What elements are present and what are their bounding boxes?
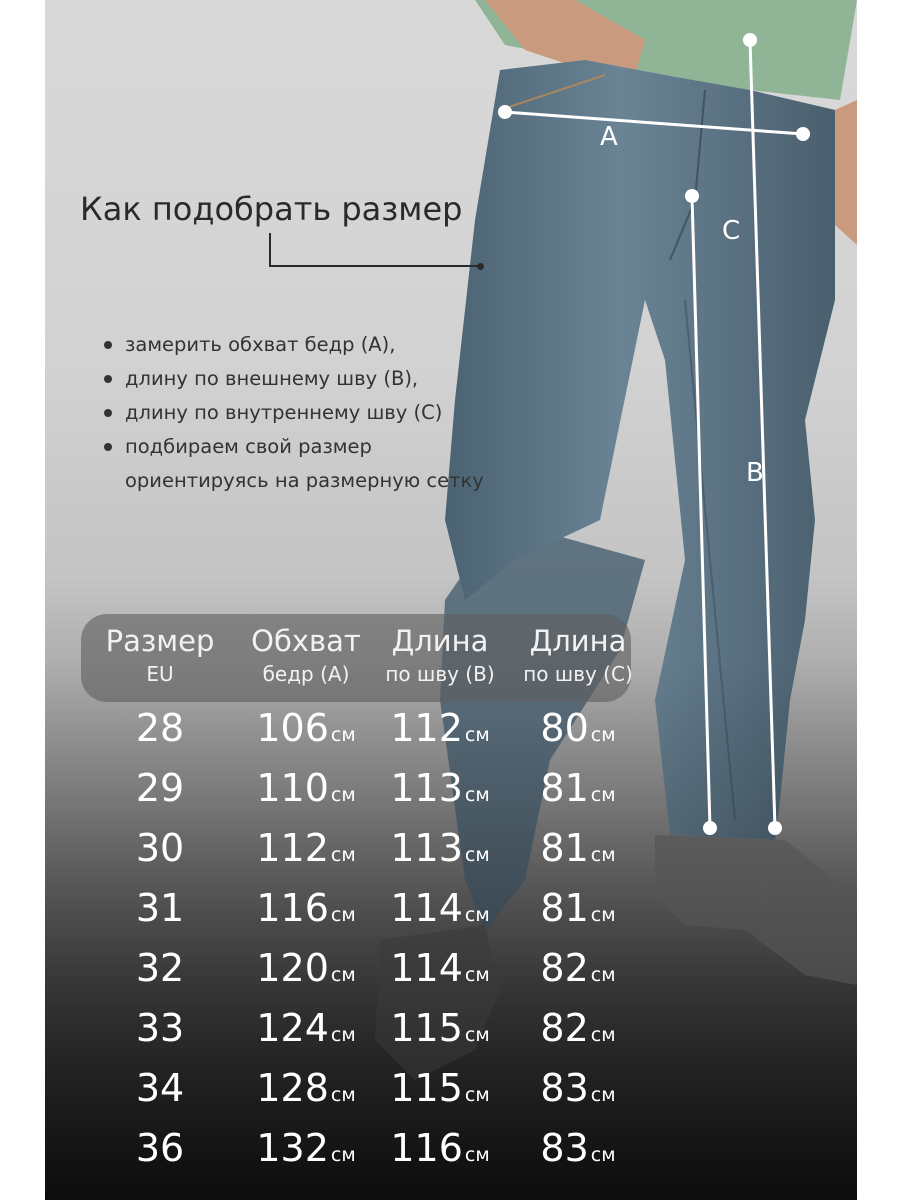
cell-size-value: 31 (135, 886, 185, 930)
cell-outer-value: 113 (390, 766, 463, 810)
table-row (81, 820, 649, 880)
unit-label: см (464, 724, 490, 746)
cell-inner (507, 820, 649, 880)
unit-label: см (590, 1024, 616, 1046)
unit-label: см (464, 964, 490, 986)
cell-hip-value: 124 (256, 1006, 329, 1050)
cell-outer (373, 1000, 507, 1060)
cell-inner (507, 760, 649, 820)
cell-size (81, 820, 239, 880)
cell-hip (239, 700, 373, 760)
unit-label: см (590, 724, 616, 746)
header-outer-title: Длина (391, 624, 489, 658)
cell-outer-value: 113 (390, 826, 463, 870)
instruction-item (103, 430, 484, 498)
cell-inner-value: 80 (540, 706, 589, 750)
cell-size (81, 1000, 239, 1060)
measure-label-c: C (722, 216, 741, 246)
unit-label: см (330, 964, 356, 986)
header-hip-title: Обхват (251, 624, 361, 658)
cell-inner (507, 1120, 649, 1180)
cell-hip-value: 120 (256, 946, 329, 990)
unit-label: см (330, 844, 356, 866)
cell-outer-value: 115 (390, 1066, 463, 1110)
cell-size-value: 33 (135, 1006, 185, 1050)
table-row (81, 1060, 649, 1120)
instruction-text: длину по внешнему шву (В), (125, 367, 419, 390)
instruction-item (103, 396, 484, 430)
instructions-list (103, 328, 484, 498)
cell-outer-value: 116 (390, 1126, 463, 1170)
cell-hip-value: 106 (256, 706, 329, 750)
cell-hip-value: 132 (256, 1126, 329, 1170)
size-table-header (81, 614, 631, 702)
cell-inner-value: 81 (540, 766, 589, 810)
cell-inner (507, 880, 649, 940)
size-table-body (81, 700, 649, 1180)
cell-outer-value: 114 (390, 886, 463, 930)
unit-label: см (464, 784, 490, 806)
cell-hip-value: 128 (256, 1066, 329, 1110)
table-row (81, 1120, 649, 1180)
header-size-title: Размер (105, 624, 215, 658)
cell-inner (507, 1060, 649, 1120)
cell-hip-value: 110 (256, 766, 329, 810)
cell-size-value: 32 (135, 946, 185, 990)
cell-outer-value: 115 (390, 1006, 463, 1050)
unit-label: см (590, 904, 616, 926)
cell-size-value: 30 (135, 826, 185, 870)
header-outer-sub: по шву (В) (385, 662, 495, 686)
instruction-item (103, 328, 484, 362)
unit-label: см (464, 904, 490, 926)
size-guide-card (45, 0, 857, 1200)
cell-size (81, 700, 239, 760)
cell-inner-value: 82 (540, 946, 589, 990)
header-size (81, 614, 239, 688)
cell-outer (373, 700, 507, 760)
cell-inner-value: 81 (540, 826, 589, 870)
instruction-item (103, 362, 484, 396)
table-row (81, 1000, 649, 1060)
cell-hip (239, 1060, 373, 1120)
cell-size (81, 1060, 239, 1120)
cell-inner (507, 1000, 649, 1060)
cell-size (81, 880, 239, 940)
instruction-text: замерить обхват бедр (А), (125, 333, 396, 356)
unit-label: см (330, 724, 356, 746)
header-inner-sub: по шву (С) (523, 662, 633, 686)
page-title: Как подобрать размер (80, 190, 463, 228)
cell-size (81, 1120, 239, 1180)
cell-size (81, 760, 239, 820)
cell-hip (239, 1120, 373, 1180)
header-outer-seam (373, 614, 507, 688)
cell-outer-value: 114 (390, 946, 463, 990)
table-row (81, 700, 649, 760)
cell-outer (373, 820, 507, 880)
unit-label: см (330, 1084, 356, 1106)
title-connector-dot (477, 263, 484, 270)
table-row (81, 880, 649, 940)
header-size-sub: EU (146, 662, 174, 686)
instruction-text: ориентируясь на размерную сетку (125, 469, 484, 492)
cell-size (81, 940, 239, 1000)
unit-label: см (330, 1144, 356, 1166)
measure-label-a: A (600, 122, 618, 152)
cell-outer (373, 1120, 507, 1180)
cell-inner (507, 940, 649, 1000)
unit-label: см (330, 1024, 356, 1046)
cell-size-value: 28 (135, 706, 185, 750)
measure-label-b: B (746, 458, 764, 488)
table-row (81, 760, 649, 820)
header-inner-title: Длина (529, 624, 627, 658)
cell-inner-value: 82 (540, 1006, 589, 1050)
cell-outer-value: 112 (390, 706, 463, 750)
cell-inner-value: 83 (540, 1066, 589, 1110)
cell-hip (239, 1000, 373, 1060)
unit-label: см (464, 1144, 490, 1166)
header-hip-sub: бедр (А) (262, 662, 350, 686)
cell-outer (373, 760, 507, 820)
unit-label: см (330, 904, 356, 926)
cell-inner-value: 81 (540, 886, 589, 930)
cell-outer (373, 880, 507, 940)
header-inner-seam (507, 614, 649, 688)
cell-inner-value: 83 (540, 1126, 589, 1170)
unit-label: см (590, 844, 616, 866)
unit-label: см (330, 784, 356, 806)
cell-hip (239, 760, 373, 820)
cell-outer (373, 940, 507, 1000)
cell-hip-value: 116 (256, 886, 329, 930)
cell-outer (373, 1060, 507, 1120)
cell-hip (239, 820, 373, 880)
cell-size-value: 34 (135, 1066, 185, 1110)
unit-label: см (590, 1144, 616, 1166)
cell-size-value: 36 (135, 1126, 185, 1170)
cell-inner (507, 700, 649, 760)
unit-label: см (590, 964, 616, 986)
cell-size-value: 29 (135, 766, 185, 810)
unit-label: см (464, 1024, 490, 1046)
instruction-text: подбираем свой размер (125, 435, 372, 458)
unit-label: см (464, 844, 490, 866)
cell-hip-value: 112 (256, 826, 329, 870)
cell-hip (239, 940, 373, 1000)
table-row (81, 940, 649, 1000)
title-connector-line (269, 233, 481, 267)
instruction-text: длину по внутреннему шву (С) (125, 401, 443, 424)
cell-hip (239, 880, 373, 940)
unit-label: см (590, 784, 616, 806)
unit-label: см (464, 1084, 490, 1106)
header-hip (239, 614, 373, 688)
unit-label: см (590, 1084, 616, 1106)
